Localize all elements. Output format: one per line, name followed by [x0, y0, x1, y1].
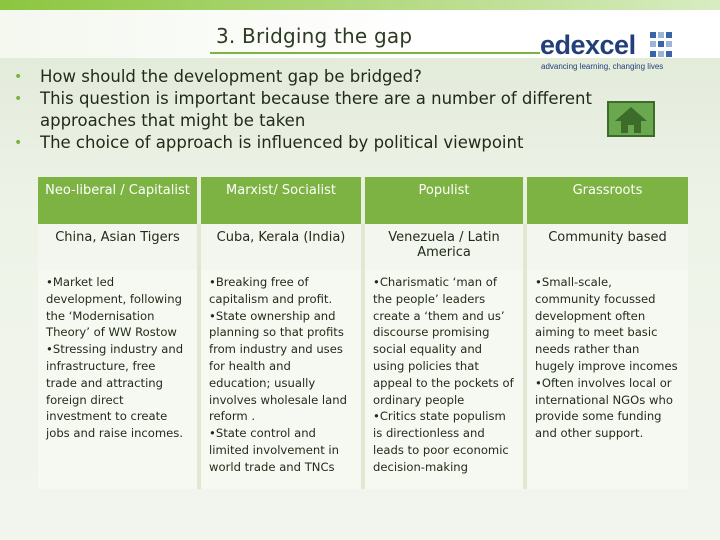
logo-grid-icon — [650, 32, 672, 58]
bullet-list — [10, 66, 610, 154]
description-cell — [525, 270, 688, 489]
table-header-row — [38, 177, 688, 224]
logo-tagline: advancing learning, changing lives — [541, 62, 664, 71]
bullet-text: How should the development gap be bridged? — [40, 67, 422, 86]
description-cell — [38, 270, 199, 489]
description-point: •Small-scale, community focussed development often aiming to meet basic needs rather than hugely improve incomes — [535, 275, 678, 373]
description-point: •Often involves local or international NGOs who provide some funding and other support. — [535, 375, 673, 441]
title-underline — [210, 52, 540, 54]
description-point: •State ownership and planning so that profits from industry and uses for health and education; usually involves wholesale land reform . — [209, 308, 347, 424]
bullet-dot-icon: • — [14, 69, 23, 85]
bullet-item — [10, 88, 610, 132]
bullet-dot-icon: • — [14, 135, 23, 151]
bullet-item — [10, 66, 610, 88]
example-cell: Cuba, Kerala (India) — [199, 224, 363, 270]
home-icon[interactable] — [607, 101, 655, 137]
description-point: •State control and limited involvement in world trade and TNCs — [209, 426, 339, 474]
bullet-dot-icon: • — [14, 91, 23, 107]
header-populist: Populist — [363, 177, 525, 224]
example-cell: Venezuela / Latin America — [363, 224, 525, 270]
description-cell — [363, 270, 525, 489]
table-row-examples — [38, 224, 688, 270]
approaches-table — [38, 177, 688, 489]
description-point: •Critics state populism is directionless and leads to poor economic decision-making — [373, 409, 509, 474]
bullet-item — [10, 132, 610, 154]
house-icon — [609, 103, 653, 135]
table-row-descriptions — [38, 270, 688, 489]
header-neo-liberal: Neo-liberal / Capitalist — [38, 177, 199, 224]
description-point: •Market led development, following the ‘Modernisation Theory’ of WW Rostow — [46, 275, 182, 340]
bullet-text: This question is important because there are a number of different approaches that might be taken — [40, 89, 592, 130]
edexcel-logo — [540, 30, 715, 70]
description-cell — [199, 270, 363, 489]
logo-wordmark: edexcel — [540, 30, 636, 60]
header-grassroots: Grassroots — [525, 177, 688, 224]
example-cell: China, Asian Tigers — [38, 224, 199, 270]
bullet-text: The choice of approach is influenced by political viewpoint — [40, 133, 524, 152]
description-point: •Breaking free of capitalism and profit. — [209, 275, 333, 306]
description-point: •Charismatic ‘man of the people’ leaders create a ‘them and us’ discourse promising social equality and using policies that appeal to the pockets of ordinary people — [373, 275, 514, 407]
example-cell: Community based — [525, 224, 688, 270]
slide-title: 3. Bridging the gap — [216, 24, 413, 48]
description-point: •Stressing industry and infrastructure, free trade and attracting foreign direct investment to create jobs and raise incomes. — [46, 342, 184, 441]
header-marxist: Marxist/ Socialist — [199, 177, 363, 224]
top-accent-bar — [0, 0, 720, 10]
